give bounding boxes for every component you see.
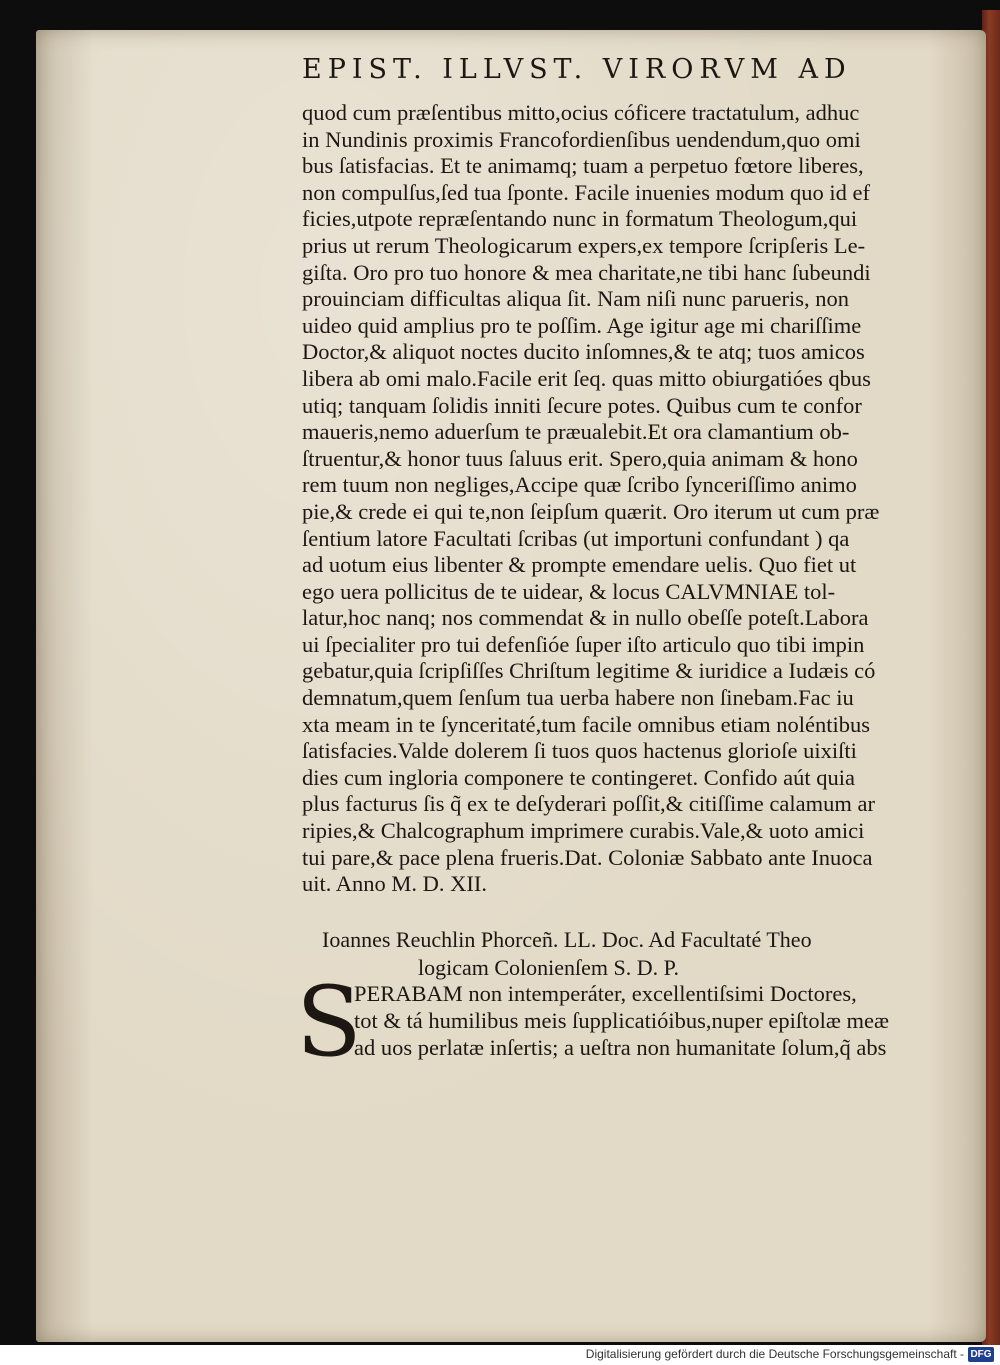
text-line: giſta. Oro pro tuo honore & mea charitate,ne tibi hanc ſubeundi (302, 259, 871, 285)
text-line: non compulſus,ſed tua ſponte. Facile inuenies modum quo id ef (302, 179, 871, 205)
footer-bar (0, 1345, 1000, 1365)
drop-cap: S (296, 966, 362, 1078)
text-line: ſtruentur,& honor tuus ſaluus erit. Spero,quia animam & hono (302, 445, 858, 471)
text-line: quod cum præſentibus mitto,ocius cóficere tractatulum, adhuc (302, 100, 860, 125)
funding-note: Digitalisierung gefördert durch die Deutsche Forschungsgemeinschaft - (585, 1347, 964, 1361)
letter-body (302, 100, 922, 898)
text-line: bus ſatisfacias. Et te animamq; tuam a perpetuo fœtore liberes, (302, 153, 864, 179)
text-line: ripies,& Chalcographum imprimere curabis.Vale,& uoto amici (302, 818, 865, 844)
text-line: gebatur,quia ſcripſiſſes Chriſtum legitime & iuridice a Iudæis có (302, 658, 876, 684)
dfg-logo-icon: DFG (968, 1347, 994, 1362)
text-line: maueris,nemo aduerſum te præualebit.Et ora clamantium ob- (302, 419, 850, 445)
text-line: dies cum ingloria componere te contingeret. Confido aút quia (302, 764, 855, 790)
text-line: ſentium latore Facultati ſcribas (ut importuni confundant ) qa (302, 525, 850, 551)
text-line: ficies,utpote repræſentando nunc in formatum Theologum,qui (302, 206, 858, 232)
text-line: rem tuum non negliges,Accipe quæ ſcribo ſynceriſſimo animo (302, 472, 857, 498)
text-line: prius ut rerum Theologicarum expers,ex tempore ſcripſeris Le- (302, 232, 866, 258)
text-line: plus facturus ſis q̃ ex te deſyderari poſſit,& citiſſime calamum ar (302, 791, 875, 817)
text-line: ui ſpecialiter pro tui defenſióe ſuper iſto articulo quo tibi impin (302, 631, 865, 657)
text-line: ad uos perlatæ inſertis; a ueſtra non humanitate ſolum,q̃ abs (354, 1035, 887, 1060)
text-line: in Nundinis proximis Francofordienſibus uendendum,quo omi (302, 126, 861, 152)
text-line: PERABAM non intemperáter, excellentiſsimi Doctores, (354, 981, 857, 1006)
text-line: uit. Anno M. D. XII. (302, 871, 487, 897)
text-line: ego uera pollicitus de te uidear, & locus CALVMNIAE tol- (302, 578, 836, 604)
text-line: tot & tá humilibus meis ſupplicatióibus,nuper epiſtolæ meæ (354, 1008, 889, 1033)
text-line: logicam Colonienſem S. D. P. (418, 955, 679, 980)
text-line: prouinciam difficultas aliqua ſit. Nam niſi nunc parueris, non (302, 286, 849, 312)
text-line: xta meam in te ſynceritaté,tum facile omnibus etiam noléntibus (302, 711, 870, 737)
text-line: libera ab omi malo.Facile erit ſeq. quas mitto obiurgatióes qbus (302, 365, 871, 391)
text-line: latur,hoc nanq; nos commendat & in nullo obeſſe poteſt.Labora (302, 605, 869, 631)
text-line: Doctor,& aliquot noctes ducito inſomnes,& te atq; tuos amicos (302, 339, 865, 365)
text-line: Ioannes Reuchlin Phorceñ. LL. Doc. Ad Facultaté Theo (322, 927, 812, 952)
text-line: uideo quid amplius pro te poſſim. Age igitur age mi chariſſime (302, 312, 862, 338)
letter-heading (322, 926, 922, 982)
text-line: ſatisfacies.Valde dolerem ſi tuos quos hactenus glorioſe uixiſti (302, 738, 857, 764)
letter-opening-lines (354, 980, 954, 1061)
text-line: tui pare,& pace plena frueris.Dat. Coloniæ Sabbato ante Inuoca (302, 844, 873, 870)
running-head: EPIST. ILLVST. VIRORVM AD (302, 54, 852, 85)
text-line: ad uotum eius libenter & prompte emendare uelis. Quo fiet ut (302, 552, 857, 578)
text-line: utiq; tanquam ſolidis inniti ſecure potes. Quibus cum te confor (302, 392, 862, 418)
text-line: pie,& crede ei qui te,non ſeipſum quærit. Oro iterum ut cum præ (302, 498, 880, 524)
text-line: demnatum,quem ſenſum tua uerba habere non ſinebam.Fac iu (302, 685, 854, 711)
